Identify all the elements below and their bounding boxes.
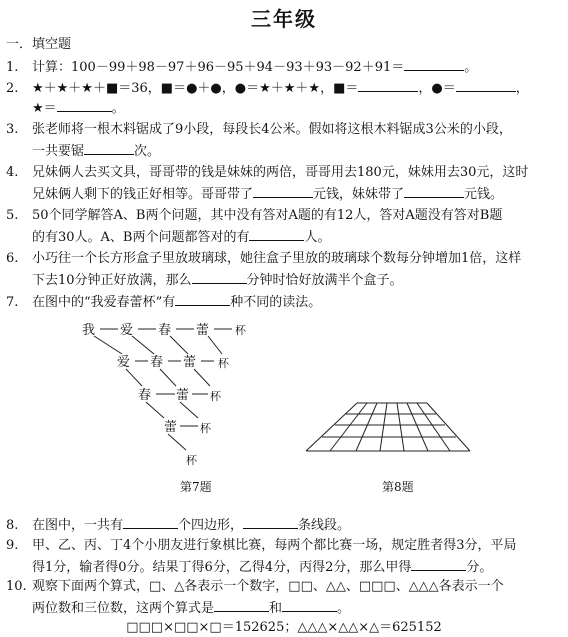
question-text: 下去10分钟正好放满，那么: [32, 273, 192, 288]
answer-blank[interactable]: [123, 515, 178, 529]
question-text: 个四边形，: [178, 518, 244, 533]
question-8: [6, 515, 350, 534]
question-6: [6, 250, 521, 267]
question-text: 分。: [466, 560, 493, 575]
question-text: 小巧往一个长方形盒子里放玻璃球，她往盒子里放的玻璃球个数每分钟增加1倍，这样: [32, 251, 522, 266]
question-text: 分钟时恰好放满半个盒子。: [246, 273, 403, 288]
fig7-char: 杯: [200, 422, 211, 435]
question-1: [6, 57, 477, 76]
question-text: 一共要锯: [32, 144, 85, 159]
question-number: 6.: [6, 251, 19, 266]
question-10-continued: [32, 598, 350, 617]
question-number: 5.: [6, 208, 19, 223]
question-text: 兄妹俩人剩下的钱正好相等。哥哥带了: [32, 187, 254, 202]
fig7-char: 杯: [218, 357, 229, 370]
question-10: [6, 578, 504, 595]
answer-blank[interactable]: [411, 557, 466, 571]
question-text: 在图中的“我爱春蕾杯”有: [32, 295, 176, 310]
fig7-char: 杯: [235, 324, 246, 337]
question-text: 的有30人。A、B两个问题都答对的有: [32, 230, 250, 245]
question-5: [6, 207, 502, 224]
answer-blank[interactable]: [404, 184, 464, 198]
answer-blank[interactable]: [57, 98, 112, 112]
fig7-char: 蕾: [183, 355, 197, 370]
question-number: 2.: [6, 81, 19, 96]
fig7-char: 爱: [120, 323, 134, 338]
question-text: 得1分，输者得0分。结果丁得6分，乙得4分，丙得2分，那么甲得: [32, 560, 412, 575]
fig7-char: 春: [138, 388, 152, 403]
question-text: 。: [111, 101, 125, 116]
answer-blank[interactable]: [175, 292, 230, 306]
question-7: [6, 292, 321, 311]
question-text: 次。: [134, 144, 161, 159]
answer-blank[interactable]: [192, 270, 247, 284]
question-text: 。: [337, 601, 351, 616]
question-text: ★＋★＋★＋■＝36，■＝●＋●，●＝★＋★＋★，■＝: [32, 81, 359, 96]
answer-blank[interactable]: [253, 184, 313, 198]
question-text: 两位数和三位数，这两个算式是: [32, 601, 215, 616]
question-text: 张老师将一根木料锯成了9小段，每段长4公米。假如将这根木料锯成3公米的小段，: [32, 122, 512, 137]
question-text: ，●＝: [418, 81, 456, 96]
question-number: 1.: [6, 60, 19, 75]
question-number: 10.: [6, 579, 27, 594]
question-number: 8.: [6, 518, 19, 533]
fig7-char: 爱: [117, 355, 131, 370]
question-4-continued: [32, 184, 503, 203]
answer-blank[interactable]: [249, 227, 304, 241]
question-text: 50个同学解答A、B两个问题，其中没有答对A题的有12人，答对A题没有答对B题: [32, 208, 503, 223]
question-text: 观察下面两个算式，□、△各表示一个数字，□□、△△、□□□、△△△各表示一个: [32, 579, 504, 594]
fig7-char: 春: [158, 323, 172, 338]
fig7-char: 杯: [186, 454, 197, 467]
question-2-continued: [32, 98, 125, 117]
question-text: 兄妹俩人去买文具，哥哥带的钱是妹妹的两倍，哥哥用去180元，妹妹用去30元，这时: [32, 165, 529, 180]
question-3: [6, 121, 512, 138]
answer-blank[interactable]: [404, 57, 464, 71]
figure-8-caption: 第8题: [382, 480, 414, 494]
fig7-char: 杯: [210, 390, 221, 403]
question-text: 人。: [304, 230, 331, 245]
question-text: 种不同的读法。: [230, 295, 322, 310]
question-text: 。: [464, 60, 478, 75]
question-9: [6, 537, 517, 554]
figure-8-grid: [300, 395, 475, 455]
fig7-char: 蕾: [176, 388, 190, 403]
figure-7-grid: [80, 318, 260, 468]
fig7-char: 蕾: [196, 323, 210, 338]
question-number: 3.: [6, 122, 19, 137]
question-5-continued: [32, 227, 331, 246]
fig7-char: 我: [82, 323, 96, 338]
question-text: 在图中，一共有: [32, 518, 124, 533]
question-text: 计算：100－99＋98－97＋96－95＋94－93＋93－92＋91＝: [32, 60, 405, 75]
page-title: 三年级: [251, 7, 317, 31]
question-10-formula: □□□×□□×□＝152625；△△△×△△×△＝625152: [126, 620, 442, 635]
question-text: ★＝: [32, 101, 57, 116]
answer-blank[interactable]: [358, 78, 418, 92]
question-text: ，: [515, 81, 529, 96]
question-2: [6, 78, 529, 97]
section-heading: 一．填空题: [6, 37, 72, 52]
question-text: 元钱，妹妹带了: [313, 187, 405, 202]
question-number: 7.: [6, 295, 19, 310]
question-6-continued: [32, 270, 403, 289]
answer-blank[interactable]: [84, 141, 134, 155]
question-text: 和: [269, 601, 283, 616]
answer-blank[interactable]: [243, 515, 298, 529]
answer-blank[interactable]: [214, 598, 269, 612]
question-text: 甲、乙、丙、丁4个小朋友进行象棋比赛，每两个都比赛一场，规定胜者得3分，平局: [32, 538, 517, 553]
question-3-continued: [32, 141, 160, 160]
question-text: 条线段。: [298, 518, 351, 533]
figure-7-caption: 第7题: [180, 480, 212, 494]
question-4: [6, 164, 528, 181]
question-number: 9.: [6, 538, 19, 553]
answer-blank[interactable]: [456, 78, 516, 92]
question-9-continued: [32, 557, 492, 576]
fig7-char: 蕾: [164, 420, 178, 435]
question-text: 元钱。: [464, 187, 504, 202]
question-number: 4.: [6, 165, 19, 180]
answer-blank[interactable]: [282, 598, 337, 612]
fig7-char: 春: [150, 355, 164, 370]
